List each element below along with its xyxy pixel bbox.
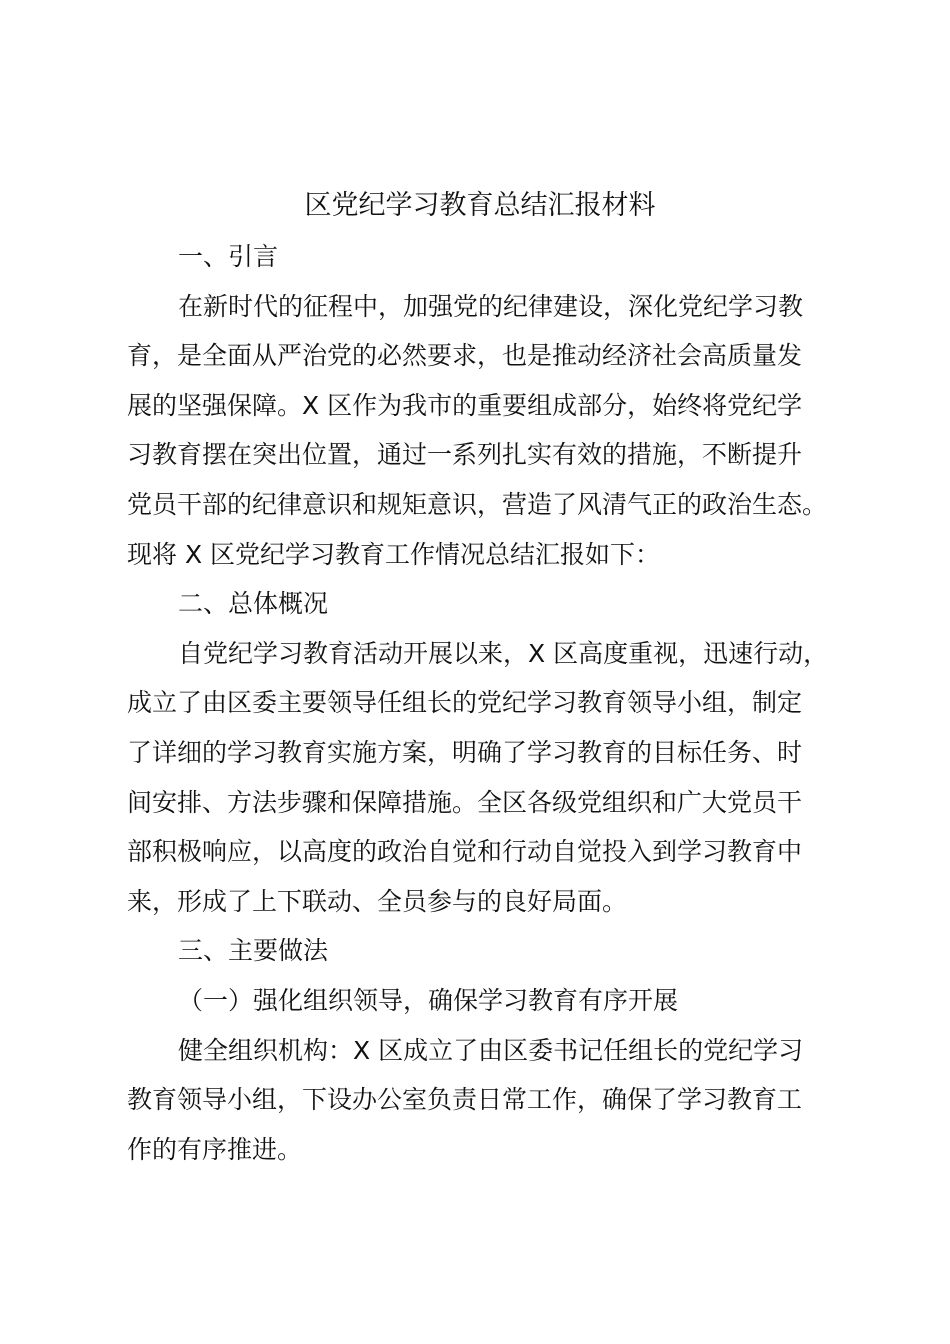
paragraph-line: 部积极响应，以高度的政治自觉和行动自觉投入到学习教育中 bbox=[127, 837, 803, 867]
paragraph-line: 成立了由区委主要领导任组长的党纪学习教育领导小组，制定 bbox=[127, 688, 803, 718]
paragraph-line: 自党纪学习教育活动开展以来，X 区高度重视，迅速行动， bbox=[178, 638, 829, 668]
paragraph-line: 展的坚强保障。X 区作为我市的重要组成部分，始终将党纪学 bbox=[127, 390, 803, 420]
heading-main-practices: 三、主要做法 bbox=[178, 936, 329, 966]
paragraph-line: 了详细的学习教育实施方案，明确了学习教育的目标任务、时 bbox=[127, 737, 803, 767]
heading-introduction: 一、引言 bbox=[178, 242, 279, 271]
document-body bbox=[127, 232, 842, 1174]
subheading-organization: （一）强化组织领导，确保学习教育有序开展 bbox=[178, 985, 679, 1015]
paragraph-line: 在新时代的征程中，加强党的纪律建设，深化党纪学习教 bbox=[178, 291, 804, 321]
paragraph-line: 来，形成了上下联动、全员参与的良好局面。 bbox=[127, 886, 628, 916]
paragraph-line: 间安排、方法步骤和保障措施。全区各级党组织和广大党员干 bbox=[127, 787, 803, 817]
document-title: 区党纪学习教育总结汇报材料 bbox=[304, 190, 656, 221]
paragraph-line: 现将 X 区党纪学习教育工作情况总结汇报如下： bbox=[127, 539, 661, 569]
paragraph-line: 党员干部的纪律意识和规矩意识，营造了风清气正的政治生态。 bbox=[127, 489, 828, 519]
paragraph-line: 作的有序推进。 bbox=[127, 1134, 303, 1164]
paragraph-line: 教育领导小组，下设办公室负责日常工作，确保了学习教育工 bbox=[127, 1085, 803, 1115]
heading-overview: 二、总体概况 bbox=[178, 589, 329, 619]
paragraph-line: 育，是全面从严治党的必然要求，也是推动经济社会高质量发 bbox=[127, 341, 803, 371]
paragraph-line: 习教育摆在突出位置，通过一系列扎实有效的措施，不断提升 bbox=[127, 440, 803, 470]
paragraph-line: 健全组织机构：X 区成立了由区委书记任组长的党纪学习 bbox=[178, 1035, 804, 1065]
